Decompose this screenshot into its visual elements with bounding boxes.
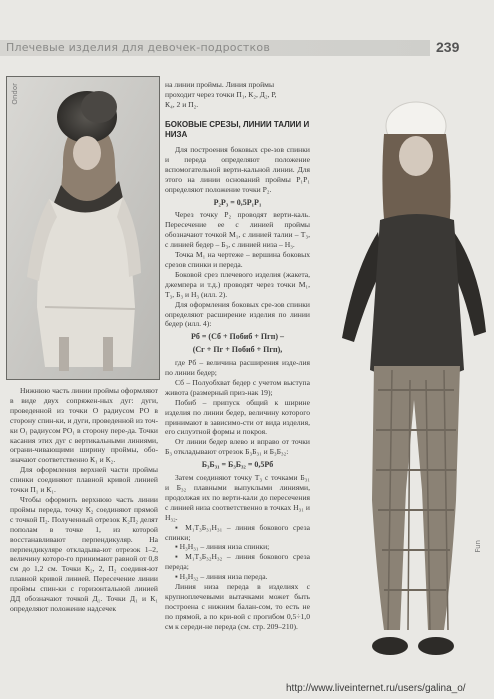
paragraph: где Рб – величина расширения изде-лия по линии бедер; bbox=[165, 358, 310, 378]
paragraph: Боковой срез плечевого изделия (жакета, джемпера и т.д.) проводят через точки М₁, Т₃, Б₃ и Н₃ (илл. 2). bbox=[165, 269, 310, 299]
paragraph: Чтобы оформить верхнюю часть линии проймы переда, точку К₂ соединяют прямой с точкой П₂. Полученный отрезок К₂П₂ делят пополам в точке 1, из которой восстанавливают перпендикуляр. На перпендикуляре откладыва-ют отрезок 1–2, величину которо-го принимают равной от 0,8 см до 1,2 см. Точки К₂, 2, П₂ соединя-ют плавной кривой линией. Пересечение линии проймы спин-ки с горизонтальной линией ДД обозначают точкой Д₁. Точки Д₁ и К₁ определяют положение надсечек bbox=[10, 494, 158, 613]
list-item: ▪ М₁Т₃Б₃₂Н₃₂ – линия бокового среза переда; bbox=[165, 552, 310, 572]
col-mid-top bbox=[165, 80, 310, 110]
photo-girl-in-tunic bbox=[314, 70, 489, 680]
paragraph: Через точку Р₂ проводят верти-каль. Пересечение ее с линией проймы обозначают точкой М₁, с линией талии – Т₃, с линией бедер – Б₃, с линией низа – Н₃. bbox=[165, 210, 310, 250]
formula: (Сг + Пг + Побиб + Пгп), bbox=[192, 345, 283, 355]
photo-girl-in-hat-image bbox=[7, 77, 159, 379]
list-item: ▪ М₁Т₃Б₃₁Н₃₁ – линия бокового среза спинки; bbox=[165, 522, 310, 542]
paragraph: Сб – Полуобхват бедер с учетом выступа живота (размерный приз-нак 19); bbox=[165, 377, 310, 397]
section-title: Плечевые изделия для девочек-подростков bbox=[6, 41, 271, 54]
paragraph: Для оформления верхней части проймы спинки соединяют плавной кривой линией точки П₁ и К₁. bbox=[10, 465, 158, 495]
paragraph: Линия низа переда в изделиях с крупноплечевыми вытачками может быть построена с нижним балан-сом, то есть не по прямой, а по кри-вой с прогибом 0,5÷1,0 см к середи-не переда (см. стр. 209–210). bbox=[165, 582, 310, 631]
list-item: ▪ Н₃Н₃₂ – линия низа переда. bbox=[175, 572, 268, 582]
page-number: 239 bbox=[436, 39, 460, 55]
photo-girl-in-tunic-image bbox=[314, 70, 489, 680]
paragraph: Побиб – припуск общий к ширине изделия по линии бедер, величину которого принимают в зависимо-сти от вида изделия, его силуэтной формы и покроя. bbox=[165, 397, 310, 437]
paragraph: К₄, 2 и П₂. bbox=[165, 99, 199, 109]
formula: Рб = (Сб + Побиб + Пгп) – bbox=[190, 332, 285, 342]
paragraph: От линии бедер влево и вправо от точки Б₃ откладывают отрезок Б₃Б₃₁ и Б₃Б₃₂: bbox=[165, 437, 310, 457]
list-item: ▪ Н₃Н₃₁ – линия низа спинки; bbox=[175, 542, 270, 552]
page-header bbox=[0, 36, 494, 62]
paragraph: Нижнюю часть линии проймы оформляют в виде двух сопряжен-ных дуг: дуги, проведенной из точки О радиусом РО в сторону спин-ки, и дуги, проведенной из точ-ки О₁ радиусом РО₁ в сторону пере-да. Точки касания этих дуг с вертикальными линиями, ограни-чивающими ширину проймы, обо-значают соответственно К₁ и К₂. bbox=[10, 386, 158, 465]
photo-credit-left: Ondor bbox=[11, 83, 19, 105]
formula: Р₂Р₃ = 0,5Р₁Р₁ bbox=[213, 197, 262, 207]
section-heading: БОКОВЫЕ СРЕЗЫ, ЛИНИИ ТАЛИИ И НИЗА bbox=[165, 120, 310, 139]
paragraph: Точка М₁ на чертеже – вершина боковых срезов спинки и переда. bbox=[165, 250, 310, 269]
col-left-bottom bbox=[10, 386, 158, 614]
paragraph: проходит через точки П₁, К₂, Д₂, Р, bbox=[165, 89, 277, 99]
paragraph: на линии проймы. Линия проймы bbox=[165, 80, 275, 89]
photo-credit-right: Fun bbox=[474, 540, 482, 553]
source-url: http://www.liveinternet.ru/users/galina_o/ bbox=[286, 683, 466, 694]
paragraph: Для оформления боковых сре-зов спинки определяют расширение изделия по линии бедер (илл. 4): bbox=[165, 299, 310, 329]
col-mid bbox=[165, 116, 310, 632]
formula: Б₃Б₃₁ = Б₃Б₃₂ = 0,5Рб bbox=[201, 460, 274, 470]
paragraph: Затем соединяют точку Т₃ с точками Б₃₁ и Б₃₂ плавными выпуклыми линиями, продолжая их по верти-кали до пересечения с линией низа соответственно в точках Н₃₁ и Н₃₂. bbox=[165, 473, 310, 522]
photo-girl-in-hat bbox=[6, 76, 160, 380]
paragraph: Для построения боковых сре-зов спинки и переда определяют положение вспомогательной верти-кальной линии. Для этого на линии оснований проймы Р₁Р₁ определяют положение точки Р₂. bbox=[165, 145, 310, 194]
